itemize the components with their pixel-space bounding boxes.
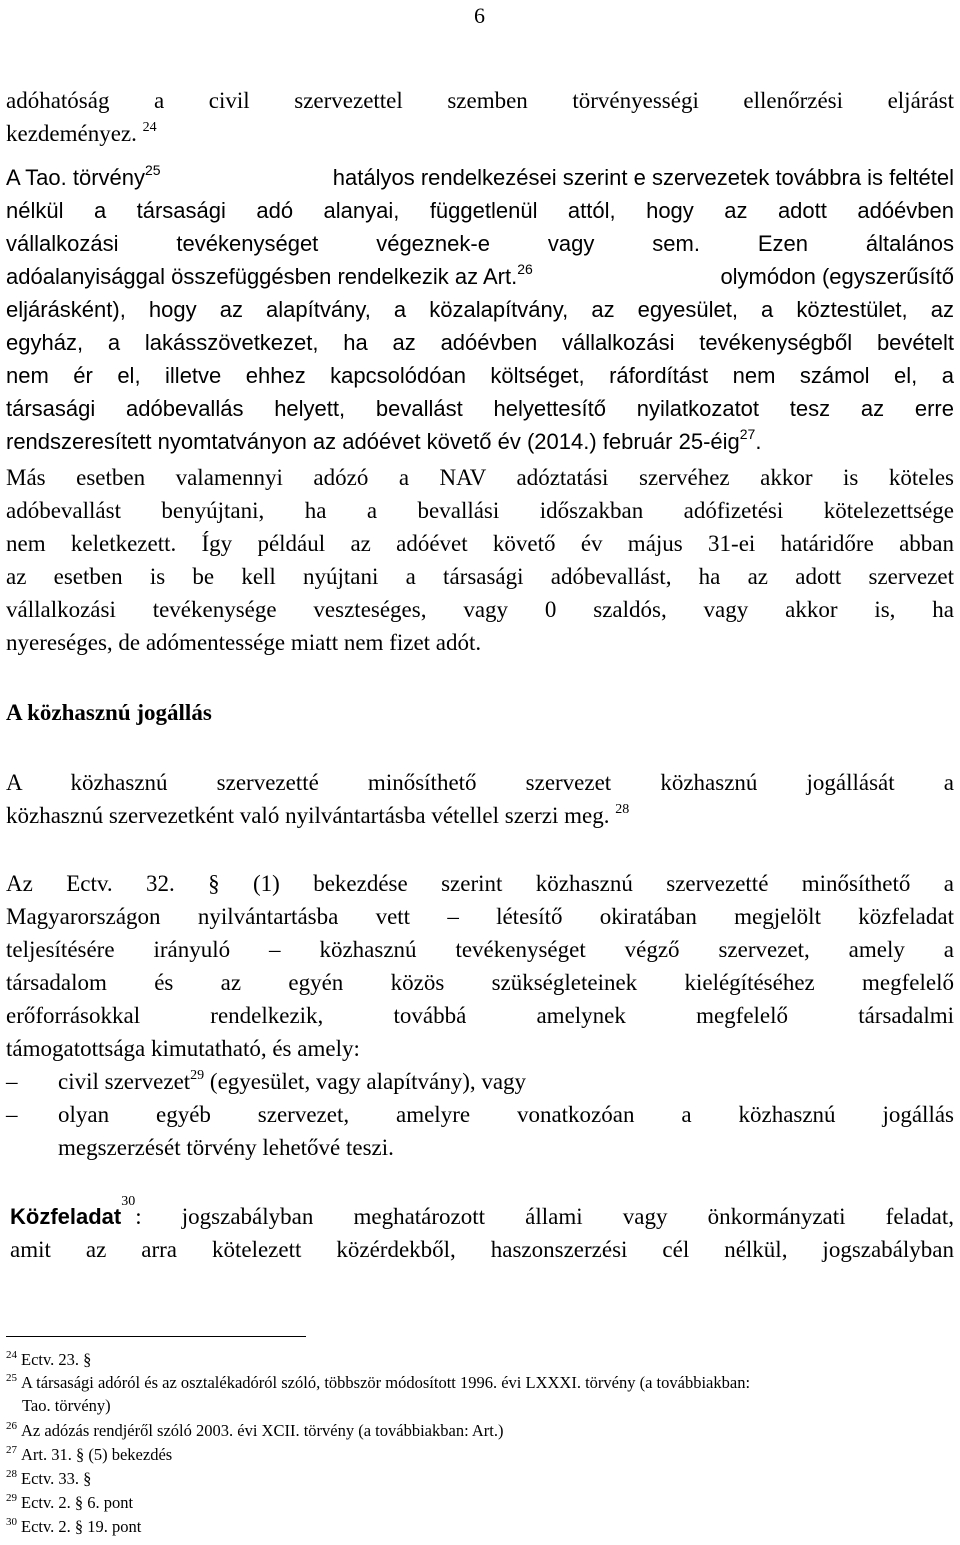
text-line: Magyarországon nyilvántartásba vett – létesítő okiratában megjelölt közfeladat — [6, 904, 954, 929]
text-line: társasági adóbevallás helyett, bevallást helyettesítő nyilatkozatot tesz az erre — [6, 396, 954, 421]
footnote-divider — [6, 1336, 306, 1337]
footnote-ref: 29 — [190, 1068, 205, 1083]
footnote-ref: 25 — [145, 162, 161, 178]
text-line: Közfeladat 30 : jogszabályban meghatározott állami vagy önkormányzati feladat, — [10, 1202, 954, 1232]
text-line: nem ér el, illetve ehhez kapcsolódóan költséget, ráfordítást nem számol el, a — [6, 363, 954, 388]
text-line: kezdeményez. $^{24}$ — [6, 120, 157, 146]
list-bullet: – — [6, 1069, 18, 1094]
footnote: $^{28}$ Ectv. 33. § — [6, 1468, 92, 1488]
text-line: nélkül a társasági adó alanyai, függetlenül attól, hogy az adott adóévben — [6, 198, 954, 223]
footnote: $^{24}$ Ectv. 23. § — [6, 1349, 92, 1369]
footnote-ref: 30 — [121, 1194, 136, 1209]
text-line: adóhatóság a civil szervezettel szemben törvényességi ellenőrzési eljárást — [6, 88, 954, 113]
list-item: olyan egyéb szervezet, amelyre vonatkozóan a közhasznú jogállás — [58, 1102, 954, 1127]
text-line: vállalkozási tevékenységet végeznek-e vagy sem. Ezen általános — [6, 231, 954, 256]
list-item: megszerzését törvény lehetővé teszi. — [58, 1135, 394, 1160]
text-line: közhasznú szervezetként való nyilvántartásba vétellel szerzi meg. $^{28}$ — [6, 802, 630, 828]
footnote: $^{26}$ Az adózás rendjéről szóló 2003. évi XCII. törvény (a továbbiakban: Art.) — [6, 1420, 504, 1440]
text-line: Más esetben valamennyi adózó a NAV adóztatási szervéhez akkor is köteles — [6, 465, 954, 490]
text-line: A Tao. törvény$^{25}$ hatályos rendelkezései szerint e szervezetek továbbra is feltétel — [6, 162, 954, 190]
footnote-ref: 24 — [142, 120, 157, 135]
text-line: adóbevallást benyújtani, ha a bevallási időszakban adófizetési kötelezettsége — [6, 498, 954, 523]
footnote-ref: 27 — [739, 426, 756, 442]
text-line: Az Ectv. 32. § (1) bekezdése szerint közhasznú szervezetté minősíthető a — [6, 871, 954, 896]
text-line: vállalkozási tevékenysége veszteséges, vagy 0 szaldós, vagy akkor is, ha — [6, 597, 954, 622]
text-line: amit az arra kötelezett közérdekből, haszonszerzési cél nélkül, jogszabályban — [10, 1237, 954, 1262]
text-line: az esetben is be kell nyújtani a társasági adóbevallást, ha az adott szervezet — [6, 564, 954, 589]
text-line: adóalanyisággal összefüggésben rendelkezik az Art.$^{26}$ olymódon (egyszerűsítő — [6, 261, 954, 289]
text-line: egyház, a lakásszövetkezet, ha az adóévben vállalkozási tevékenységből bevételt — [6, 330, 954, 355]
list-item: civil szervezet$^{29}$ (egyesület, vagy alapítvány), vagy — [58, 1068, 527, 1094]
text-line: erőforrásokkal rendelkezik, továbbá amelynek megfelelő társadalmi — [6, 1003, 954, 1028]
text-line: nyereséges, de adómentessége miatt nem fizet adót. — [6, 630, 482, 655]
list-bullet: – — [6, 1102, 18, 1127]
footnote: $^{27}$ Art. 31. § (5) bekezdés — [6, 1444, 173, 1464]
text-line: A közhasznú szervezetté minősíthető szervezet közhasznú jogállását a — [6, 770, 954, 795]
page-number: 6 — [474, 3, 485, 28]
footnote: $^{29}$ Ectv. 2. § 6. pont — [6, 1492, 134, 1512]
footnote: $^{25}$ A társasági adóról és az osztalékadóról szóló, többször módosított 1996. évi LXXXI. törvény (a továbbiakban: — [6, 1372, 751, 1392]
section-heading: A közhasznú jogállás — [6, 700, 212, 725]
text-line: rendszeresített nyomtatványon az adóévet követő év (2014.) február 25-éig$^{27}$. — [6, 426, 762, 454]
footnote: $^{30}$ Ectv. 2. § 19. pont — [6, 1516, 142, 1536]
text-line: eljárásként), hogy az alapítvány, a közalapítvány, az egyesület, a köztestület, az — [6, 297, 954, 322]
text-line: teljesítésére irányuló – közhasznú tevékenységet végző szervezet, amely a — [6, 937, 954, 962]
footnote-continuation: Tao. törvény) — [22, 1396, 111, 1415]
footnote-ref: 28 — [615, 802, 630, 817]
footnote-ref: 26 — [517, 261, 533, 277]
text-line: támogatottsága kimutatható, és amely: — [6, 1036, 360, 1061]
text-line: nem keletkezett. Így például az adóévet követő év május 31-ei határidőre abban — [6, 531, 954, 556]
text-line: társadalom és az egyén közös szükségleteinek kielégítéséhez megfelelő — [6, 970, 954, 995]
